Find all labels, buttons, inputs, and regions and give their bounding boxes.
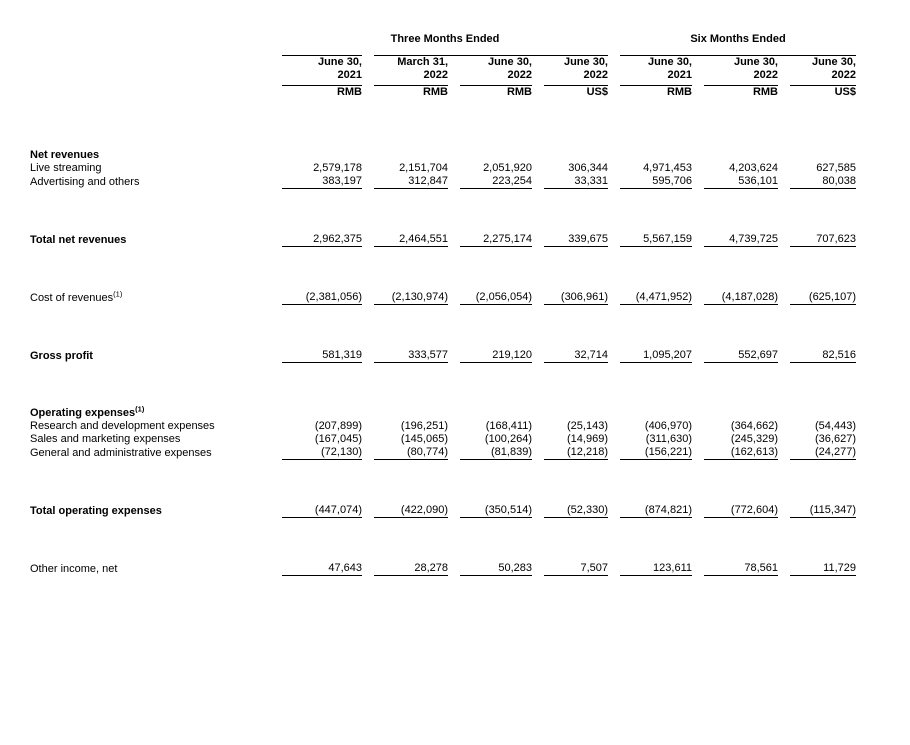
value-cell: (167,045) [314,433,362,445]
year-line: 2022 [507,69,532,81]
value-cell: (156,221) [620,446,692,460]
value-cell: 28,278 [374,518,448,576]
value-cell: (4,187,028) [704,247,778,305]
value-cell: 4,971,453 [643,162,692,174]
column-header [790,56,856,82]
value-cell: 2,151,704 [399,162,448,174]
value-cell: 32,714 [544,305,608,363]
row-live-streaming [30,162,856,175]
value-cell: (168,411) [485,420,532,432]
date-line: June 30, [811,56,856,68]
value-cell: 223,254 [460,175,532,189]
value-cell: (311,630) [645,433,692,445]
currency-label: US$ [586,86,608,98]
year-line: 2022 [583,69,608,81]
value-cell: 4,203,624 [729,162,778,174]
row-label: Total net revenues [30,234,127,246]
currency-label: RMB [506,86,532,98]
group-six-months-ended: Six Months Ended [690,33,786,45]
value-cell: (81,839) [460,446,532,460]
value-cell: 306,344 [568,162,608,174]
period-group-header-row [30,33,856,55]
period-date-header-row [30,56,856,82]
value-cell: (874,821) [620,460,692,518]
column-header [704,56,778,82]
date-line: June 30, [487,56,532,68]
value-cell: 2,051,920 [483,162,532,174]
value-cell: 82,516 [790,305,856,363]
spacer-cell [30,86,270,99]
value-cell: 383,197 [282,175,362,189]
value-cell: 33,331 [544,175,608,189]
row-cost-of-revenues [30,247,856,305]
column-header [460,56,532,82]
value-cell: (52,330) [544,460,608,518]
value-cell [544,99,608,162]
currency-label: US$ [834,86,856,98]
value-cell: 339,675 [544,189,608,247]
value-cell: (54,443) [815,420,856,432]
value-cell: (14,969) [567,433,608,445]
year-line: 2022 [831,69,856,81]
value-cell: 5,567,159 [620,189,692,247]
row-general-and-administrative-expenses [30,446,856,460]
row-other-income-net [30,518,856,576]
row-total-operating-expenses [30,460,856,518]
footnote-marker: (1) [135,404,145,414]
value-cell: (36,627) [815,433,856,445]
group-three-months-ended: Three Months Ended [390,33,500,45]
value-cell [460,363,532,420]
value-cell: 219,120 [460,305,532,363]
value-cell [620,99,692,162]
value-cell: (196,251) [400,420,448,432]
column-header [374,56,448,82]
row-label-text: Cost of revenues [30,292,114,304]
value-cell: 7,507 [544,518,608,576]
row-label: Total operating expenses [30,505,162,517]
value-cell: 536,101 [704,175,778,189]
value-cell: (350,514) [460,460,532,518]
value-cell: (406,970) [644,420,692,432]
year-line: 2021 [337,69,362,81]
row-label: Sales and marketing expenses [30,433,181,445]
value-cell: 4,739,725 [704,189,778,247]
currency-label: RMB [666,86,692,98]
value-cell: 78,561 [704,518,778,576]
value-cell [460,99,532,162]
column-header [620,56,692,82]
value-cell: 627,585 [816,162,856,174]
value-cell: 123,611 [620,518,692,576]
row-total-net-revenues [30,189,856,247]
value-cell [790,363,856,420]
spacer-cell [30,56,270,82]
value-cell: (24,277) [790,446,856,460]
row-label: General and administrative expenses [30,447,212,459]
row-gross-profit [30,305,856,363]
row-label: Other income, net [30,563,118,575]
row-advertising-and-others [30,175,856,189]
row-label: Gross profit [30,350,93,362]
value-cell: (80,774) [374,446,448,460]
value-cell: 1,095,207 [620,305,692,363]
value-cell: (422,090) [374,460,448,518]
value-cell: (12,218) [544,446,608,460]
footnote-marker: (1) [113,289,123,299]
row-label: Net revenues [30,149,100,161]
value-cell: (4,471,952) [620,247,692,305]
value-cell [620,363,692,420]
row-label: Live streaming [30,162,102,174]
value-cell [282,99,362,162]
value-cell: (2,381,056) [282,247,362,305]
row-label-text: Operating expenses [30,407,136,419]
value-cell: (72,130) [282,446,362,460]
value-cell [704,99,778,162]
row-sales-and-marketing-expenses [30,433,856,446]
value-cell: (625,107) [790,247,856,305]
value-cell: (447,074) [282,460,362,518]
date-line: June 30, [647,56,692,68]
value-cell: (145,065) [400,433,448,445]
row-label: Advertising and others [30,176,140,188]
row-label [30,363,270,420]
value-cell: (245,329) [730,433,778,445]
value-cell [374,99,448,162]
row-net-revenues [30,99,856,162]
value-cell: (2,130,974) [374,247,448,305]
value-cell: (25,143) [567,420,608,432]
year-line: 2022 [753,69,778,81]
value-cell: (2,056,054) [460,247,532,305]
value-cell: (772,604) [704,460,778,518]
value-cell: 47,643 [282,518,362,576]
value-cell [790,99,856,162]
value-cell [282,363,362,420]
value-cell: (115,347) [790,460,856,518]
value-cell: 2,962,375 [282,189,362,247]
value-cell: (306,961) [544,247,608,305]
value-cell: 333,577 [374,305,448,363]
value-cell: 2,275,174 [460,189,532,247]
value-cell: 312,847 [374,175,448,189]
date-line: June 30, [317,56,362,68]
value-cell: (162,613) [704,446,778,460]
row-operating-expenses [30,363,856,420]
value-cell: 552,697 [704,305,778,363]
row-label [30,247,270,305]
value-cell: 50,283 [460,518,532,576]
empty-corner-cell [30,33,270,55]
row-research-and-development-expenses [30,420,856,433]
year-line: 2022 [423,69,448,81]
value-cell: 11,729 [790,518,856,576]
year-line: 2021 [667,69,692,81]
currency-header-row [30,86,856,99]
date-line: June 30, [563,56,608,68]
column-header [544,56,608,82]
value-cell: 581,319 [282,305,362,363]
currency-label: RMB [752,86,778,98]
column-header [282,56,362,82]
value-cell: 80,038 [790,175,856,189]
value-cell: (100,264) [484,433,532,445]
value-cell: 707,623 [790,189,856,247]
currency-label: RMB [336,86,362,98]
currency-label: RMB [422,86,448,98]
value-cell: 2,579,178 [313,162,362,174]
date-line: March 31, [397,56,448,68]
value-cell: 595,706 [620,175,692,189]
value-cell [704,363,778,420]
value-cell: (207,899) [314,420,362,432]
income-statement-table [18,33,868,576]
date-line: June 30, [733,56,778,68]
value-cell [374,363,448,420]
value-cell: 2,464,551 [374,189,448,247]
row-label: Research and development expenses [30,420,215,432]
value-cell: (364,662) [730,420,778,432]
value-cell [544,363,608,420]
